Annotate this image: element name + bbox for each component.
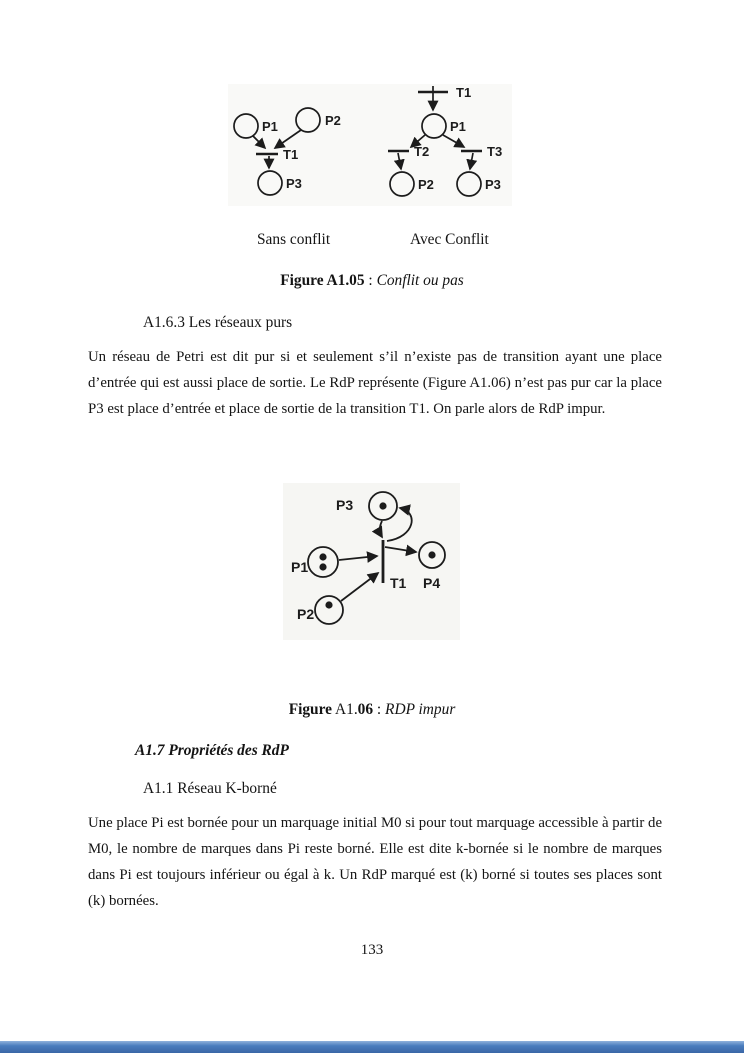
label-p3: P3 <box>485 177 501 192</box>
place-p3-node <box>258 171 282 195</box>
figure-a105-caption <box>0 272 744 290</box>
heading-a17: A1.7 Propriétés des RdP <box>135 742 289 759</box>
page-number: 133 <box>360 942 384 958</box>
label-t1: T1 <box>390 575 407 591</box>
label-t1: T1 <box>283 147 299 162</box>
caption-number-bold: 06 <box>357 701 374 718</box>
caption-title: Conflit ou pas <box>376 272 464 289</box>
figure-a105-diagram <box>228 84 512 206</box>
arc-t1-p3-loop <box>387 508 412 541</box>
arc-t3-p3 <box>470 153 473 169</box>
label-p2: P2 <box>418 177 434 192</box>
arc-p2-t1 <box>341 573 378 601</box>
arc-p1-t1 <box>339 556 377 560</box>
label-p3: P3 <box>336 497 354 513</box>
arc-t1-p4 <box>385 547 416 552</box>
label-p3: P3 <box>286 176 302 191</box>
heading-a163: A1.6.3 Les réseaux purs <box>143 314 293 331</box>
paragraph-pure-nets: Un réseau de Petri est dit pur si et seulement s’il n’existe pas de transition ayant une place d’entrée qui est aussi place de sortie. Le RdP représente (Figure A1.06) n’est pas pur car la place P3 est place d’entrée et place de sortie de la transition T1. On parle alors de RdP impur. <box>88 349 662 417</box>
right-net-shapes <box>388 86 482 196</box>
caption-separator: : <box>364 272 377 289</box>
place-p2-node <box>390 172 414 196</box>
label-t1: T1 <box>456 85 472 100</box>
caption-figure-number: Figure A1.05 <box>280 272 365 289</box>
label-p1: P1 <box>450 119 466 134</box>
heading-a11: A1.1 Réseau K-borné <box>143 780 277 797</box>
paragraph-bounded-place: Une place Pi est bornée pour un marquage initial M0 si pour tout marquage accessible à partir de M0, le nombre de marques dans Pi reste borné. Elle est dite k-bornée si le nombre de marques dans Pi est toujours inférieur ou égal à k. Un RdP marqué est (k) borné si toutes ses places sont (k) bornées. <box>88 815 663 909</box>
label-p4: P4 <box>423 575 441 591</box>
label-t3: T3 <box>487 144 503 159</box>
label-p2: P2 <box>325 113 341 128</box>
window-bottom-edge-bar <box>0 1041 744 1053</box>
place-p3-node <box>457 172 481 196</box>
label-p1: P1 <box>262 119 278 134</box>
label-p1: P1 <box>291 559 309 575</box>
token-p1-a <box>319 553 326 560</box>
fig2-labels <box>291 497 440 622</box>
arc-p1-t3 <box>443 135 464 147</box>
label-p2: P2 <box>297 606 315 622</box>
caption-title: RDP impur <box>385 701 456 718</box>
place-p1-node <box>308 547 338 577</box>
figure-a106-diagram <box>283 483 460 640</box>
fig1-left-label: Sans conflit <box>257 231 331 248</box>
fig1-labels <box>262 85 502 192</box>
token-p4 <box>428 551 435 558</box>
figure-a106-caption <box>0 701 744 719</box>
token-p3 <box>379 502 386 509</box>
token-p2 <box>325 601 332 608</box>
place-p1-node <box>422 114 446 138</box>
fig1-right-label: Avec Conflit <box>410 231 489 248</box>
place-p2-node <box>296 108 320 132</box>
arc-t2-p2 <box>398 153 401 169</box>
caption-figure-word: Figure <box>288 701 333 718</box>
token-p1-b <box>319 563 326 570</box>
arc-p3-t1 <box>380 521 382 537</box>
arc-p1-t1 <box>253 136 265 148</box>
arc-p2-t1 <box>275 130 301 148</box>
place-p1-node <box>234 114 258 138</box>
caption-separator: : <box>373 701 386 718</box>
place-p2-node <box>315 596 343 624</box>
label-t2: T2 <box>414 144 430 159</box>
caption-number-prefix: A1. <box>332 701 358 718</box>
